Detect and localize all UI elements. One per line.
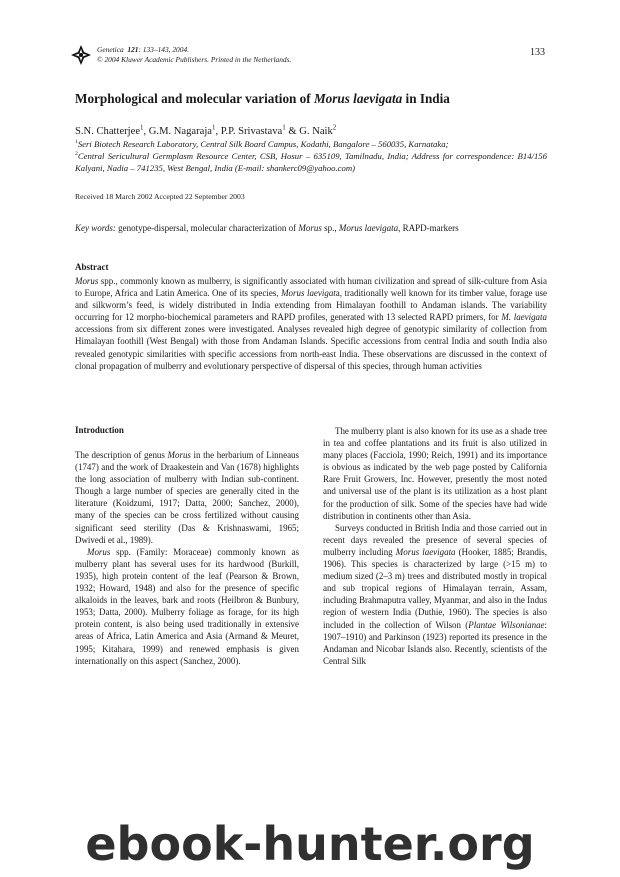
- affiliation-2: Central Sericultural Germplasm Resource Center, CSB, Hosur – 635109, Tamilnadu, India; Address for correspondence: B14/156 Kalyani, Nadia – 741235, West Bengal, India (E-mail: shankerc09@yahoo.com): [75, 150, 547, 173]
- introduction-heading: Introduction: [75, 425, 124, 435]
- intro-paragraph-4: Surveys conducted in British India and those carried out in recent days revealed the presence of several species of mulberry including Morus laevigata (Hooker, 1885; Brandis, 1906). This species is characterized by large (>15 m) to medium sized (2–3 m) trees and distributed mostly in tropical and sub tropical regions of Himalayan terrain, Assam, including Brahmaputra valley, Myanmar, and also in the Indus region of western India (Duthie, 1960). The species is also included in the collection of Wilson (Plantae Wilsonianae: 1907–1910) and Parkinson (1923) reported its presence in the Andaman and Nicobar Islands also. Recently, scientists of the Central Silk: [323, 522, 547, 666]
- abstract-text: Morus spp., commonly known as mulberry, is significantly associated with human civilization and spread of silk-culture from Asia to Europe, Africa and Latin America. One of its species, Morus laevigata, traditionally well known for its timber value, forage use and silkworm’s feed, is widely distributed in India extending from Himalayan foothill to Andaman islands. The variability occurring for 12 morpho-biochemical parameters and RAPD profiles, generated with 13 selected RAPD primers, for M. laevigata accessions from six different zones were investigated. Analyses revealed high degree of genotypic similarity of collection from Himalayan foothill (West Bengal) with those from Andaman Islands. Specific accessions from central India and south India also revealed genotypic similarities with specific accessions from north-east India. These observations are discussed in the context of clonal propagation of mulberry and evolutionary perspective of dispersal of this species, through human activities: [75, 276, 547, 371]
- watermark-banner: ebook-hunter.org: [85, 817, 535, 871]
- author-name: G.M. Nagaraja: [148, 126, 213, 137]
- journal-pages: : 133–143, 2004.: [138, 45, 189, 54]
- right-column: [323, 425, 547, 667]
- journal-citation: [97, 45, 291, 65]
- affiliation-1: Seri Biotech Research Laboratory, Central Silk Board Campus, Kodathi, Bangalore – 560035, Karnataka;: [77, 139, 449, 149]
- journal-volume: 121: [127, 45, 139, 54]
- author-name: G. Naik: [299, 126, 333, 137]
- received-dates: Received 18 March 2002 Accepted 22 September 2003: [75, 192, 245, 201]
- journal-name: Genetica: [97, 45, 124, 54]
- author-list: S.N. Chatterjee$^1$, G.M. Nagaraja$^1$, P.P. Srivastava$^1$ & G. Naik$^2$: [75, 124, 337, 137]
- keywords-label: Key words:: [75, 223, 116, 233]
- abstract-heading: Abstract: [75, 262, 109, 272]
- keywords: Key words: genotype-dispersal, molecular characterization of Morus sp., Morus laevigata, RAPD-markers: [75, 223, 459, 233]
- copyright-line: © 2004 Kluwer Academic Publishers. Printed in the Netherlands.: [97, 55, 292, 64]
- intro-paragraph-3: The mulberry plant is also known for its use as a shade tree in tea and coffee plantations and its fruit is also utilized in many places (Facciola, 1990; Reich, 1991) and its importance is obvious as indicated by the web page posted by California Rare Fruit Growers, Inc. However, presently the most noted and universal use of the plant is its utilization as a host plant for the production of silk. Some of the species have had wide distribution in continents other than Asia.: [323, 426, 547, 521]
- author-name: P.P. Srivastava: [220, 126, 283, 137]
- publisher-logo-icon: [70, 44, 92, 66]
- article-title: Morphological and molecular variation of Morus laevigata in India: [75, 91, 450, 106]
- left-column: [75, 449, 299, 667]
- author-name: S.N. Chatterjee: [75, 126, 141, 137]
- intro-paragraph-2: Morus spp. (Family: Moraceae) commonly known as mulberry plant has several uses for its hardwood (Burkill, 1935), high protein content of the leaf (Pearson & Brown, 1932; Howard, 1948) and also for the presence of specific alkaloids in the leaves, bark and roots (Heilbron & Bunbury, 1953; Datta, 2000). Mulberry foliage as forage, for its high protein content, is also being used traditionally in extensive areas of Africa, Latin America and Asia (Armand & Meuret, 1995; Kitahara, 1999) and renewed emphasis is given internationally on this aspect (Sanchez, 2000).: [75, 546, 299, 666]
- affiliations: $^1$Seri Biotech Research Laboratory, Central Silk Board Campus, Kodathi, Bangalore – 560035, Karnataka; $^2$Central Sericultural Germplasm Resource Center, CSB, Hosur – 635109, Tamilnadu, India; Address for correspondence: B14/156 Kalyani, Nadia – 741235, West Bengal, India (E-mail: shankerc09@yahoo.com): [75, 139, 547, 173]
- page-number: 133: [530, 47, 545, 58]
- intro-paragraph-1: The description of genus Morus in the herbarium of Linneaus (1747) and the work of Draakestein and Van (1678) highlights the long association of mulberry with Indian sub-continent. Though a large number of species are generally cited in the literature (Koidzumi, 1917; Datta, 2000; Sanchez, 2000), many of the species can be cross fertilized without causing significant seed sterility (Das & Krishnaswami, 1965; Dwivedi et al., 1989).: [75, 450, 299, 545]
